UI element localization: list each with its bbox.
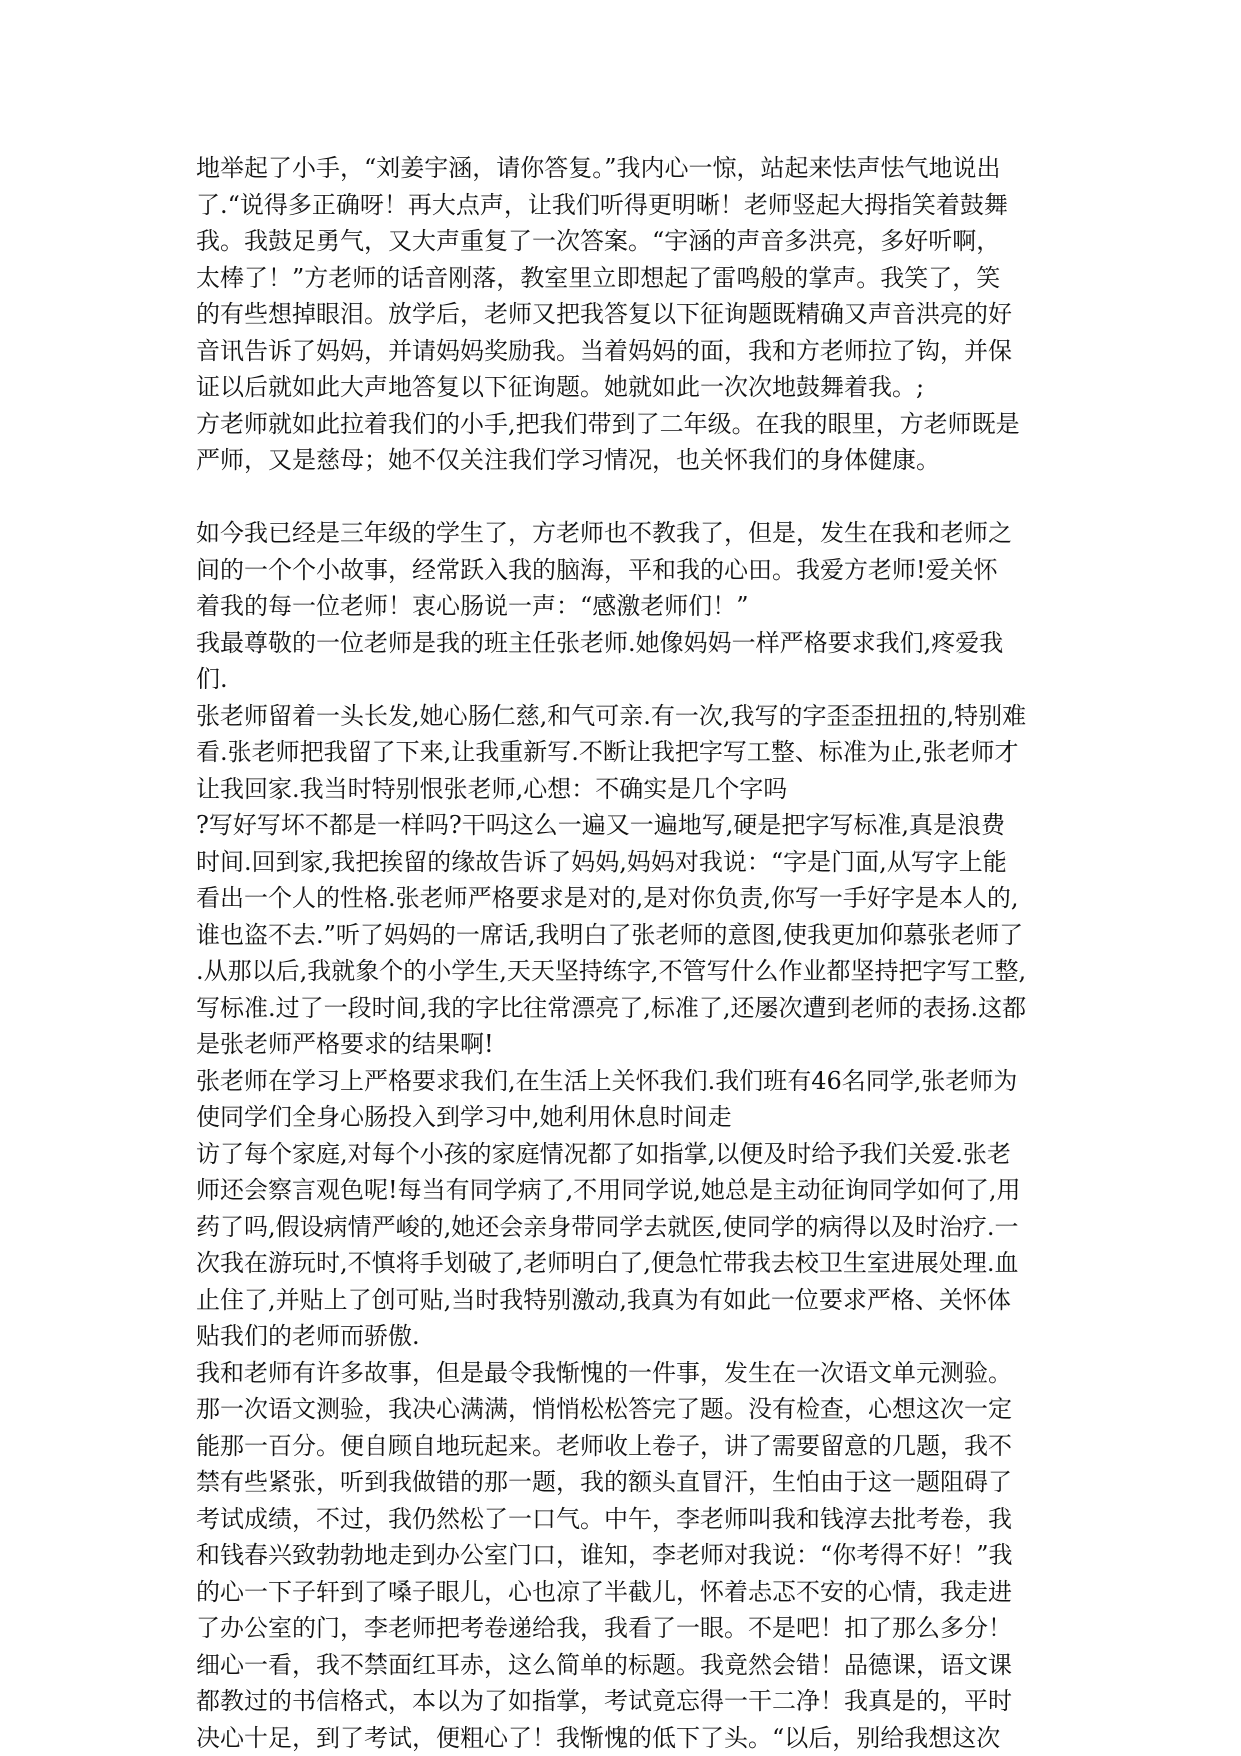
text-line: 是张老师严格要求的结果啊! (196, 1026, 1046, 1063)
text-line: 的有些想掉眼泪。放学后，老师又把我答复以下征询题既精确又声音洪亮的好 (196, 296, 1046, 333)
text-line: 谁也盗不去.”听了妈妈的一席话,我明白了张老师的意图,使我更加仰慕张老师了 (196, 917, 1046, 954)
text-line: 止住了,并贴上了创可贴,当时我特别激动,我真为有如此一位要求严格、关怀体 (196, 1282, 1046, 1319)
text-line: 考试成绩，不过，我仍然松了一口气。中午，李老师叫我和钱淳去批考卷，我 (196, 1501, 1046, 1538)
text-line: 师还会察言观色呢!每当有同学病了,不用同学说,她总是主动征询同学如何了,用 (196, 1172, 1046, 1209)
text-line: 我最尊敬的一位老师是我的班主任张老师.她像妈妈一样严格要求我们,疼爱我 (196, 625, 1046, 662)
text-line: 都教过的书信格式，本以为了如指掌，考试竟忘得一干二净！我真是的，平时 (196, 1683, 1046, 1720)
text-line: 和钱春兴致勃勃地走到办公室门口，谁知，李老师对我说：“你考得不好！”我 (196, 1537, 1046, 1574)
text-line: 我和老师有许多故事，但是最令我惭愧的一件事，发生在一次语文单元测验。 (196, 1355, 1046, 1392)
text-line: 那一次语文测验，我决心满满，悄悄松松答完了题。没有检查，心想这次一定 (196, 1391, 1046, 1428)
text-line: 们. (196, 661, 1046, 698)
text-line: 张老师留着一头长发,她心肠仁慈,和气可亲.有一次,我写的字歪歪扭扭的,特别难 (196, 698, 1046, 735)
text-line: 次我在游玩时,不慎将手划破了,老师明白了,便急忙带我去校卫生室进展处理.血 (196, 1245, 1046, 1282)
text-line: 着我的每一位老师！衷心肠说一声：“感激老师们！” (196, 588, 1046, 625)
text-line: 张老师在学习上严格要求我们,在生活上关怀我们.我们班有46名同学,张老师为 (196, 1063, 1046, 1100)
text-line: .从那以后,我就象个的小学生,天天坚持练字,不管写什么作业都坚持把字写工整, (196, 953, 1046, 990)
text-line: 贴我们的老师而骄傲. (196, 1318, 1046, 1355)
text-line: 我。我鼓足勇气，又大声重复了一次答案。“宇涵的声音多洪亮，多好听啊， (196, 223, 1046, 260)
text-line: 间的一个个小故事，经常跃入我的脑海，平和我的心田。我爱方老师!爱关怀 (196, 552, 1046, 589)
text-line: 看.张老师把我留了下来,让我重新写.不断让我把字写工整、标准为止,张老师才 (196, 734, 1046, 771)
text-line: 如今我已经是三年级的学生了，方老师也不教我了，但是，发生在我和老师之 (196, 515, 1046, 552)
text-line: 地举起了小手，“刘姜宇涵，请你答复。”我内心一惊，站起来怯声怯气地说出 (196, 150, 1046, 187)
text-line: 严师，又是慈母；她不仅关注我们学习情况，也关怀我们的身体健康。 (196, 442, 1046, 479)
text-line: 了.“说得多正确呀！再大点声，让我们听得更明晰！老师竖起大拇指笑着鼓舞 (196, 187, 1046, 224)
text-line: 访了每个家庭,对每个小孩的家庭情况都了如指掌,以便及时给予我们关爱.张老 (196, 1136, 1046, 1173)
text-line: 决心十足，到了考试，便粗心了！我惭愧的低下了头。“以后，别给我想这次 (196, 1720, 1046, 1756)
text-line: 写标准.过了一段时间,我的字比往常漂亮了,标准了,还屡次遭到老师的表扬.这都 (196, 990, 1046, 1027)
text-line: 音讯告诉了妈妈，并请妈妈奖励我。当着妈妈的面，我和方老师拉了钩，并保 (196, 333, 1046, 370)
text-line: 看出一个人的性格.张老师严格要求是对的,是对你负责,你写一手好字是本人的, (196, 880, 1046, 917)
text-line: 证以后就如此大声地答复以下征询题。她就如此一次次地鼓舞着我。; (196, 369, 1046, 406)
text-line: 药了吗,假设病情严峻的,她还会亲身带同学去就医,使同学的病得以及时治疗.一 (196, 1209, 1046, 1246)
text-line: 了办公室的门，李老师把考卷递给我，我看了一眼。不是吧！扣了那么多分！ (196, 1610, 1046, 1647)
text-line: 方老师就如此拉着我们的小手,把我们带到了二年级。在我的眼里，方老师既是 (196, 406, 1046, 443)
body-text (196, 150, 1046, 1756)
text-line: ?写好写坏不都是一样吗?干吗这么一遍又一遍地写,硬是把字写标准,真是浪费 (196, 807, 1046, 844)
text-line: 禁有些紧张，听到我做错的那一题，我的额头直冒汗，生怕由于这一题阻碍了 (196, 1464, 1046, 1501)
text-line: 能那一百分。便自顾自地玩起来。老师收上卷子，讲了需要留意的几题，我不 (196, 1428, 1046, 1465)
text-line: 时间.回到家,我把挨留的缘故告诉了妈妈,妈妈对我说：“字是门面,从写字上能 (196, 844, 1046, 881)
text-line: 使同学们全身心肠投入到学习中,她利用休息时间走 (196, 1099, 1046, 1136)
text-line: 细心一看，我不禁面红耳赤，这么简单的标题。我竟然会错！品德课，语文课 (196, 1647, 1046, 1684)
text-line: 太棒了！”方老师的话音刚落，教室里立即想起了雷鸣般的掌声。我笑了，笑 (196, 260, 1046, 297)
text-line: 让我回家.我当时特别恨张老师,心想：不确实是几个字吗 (196, 771, 1046, 808)
text-line: 的心一下子轩到了嗓子眼儿，心也凉了半截儿，怀着忐忑不安的心情，我走进 (196, 1574, 1046, 1611)
blank-line (196, 479, 1046, 516)
